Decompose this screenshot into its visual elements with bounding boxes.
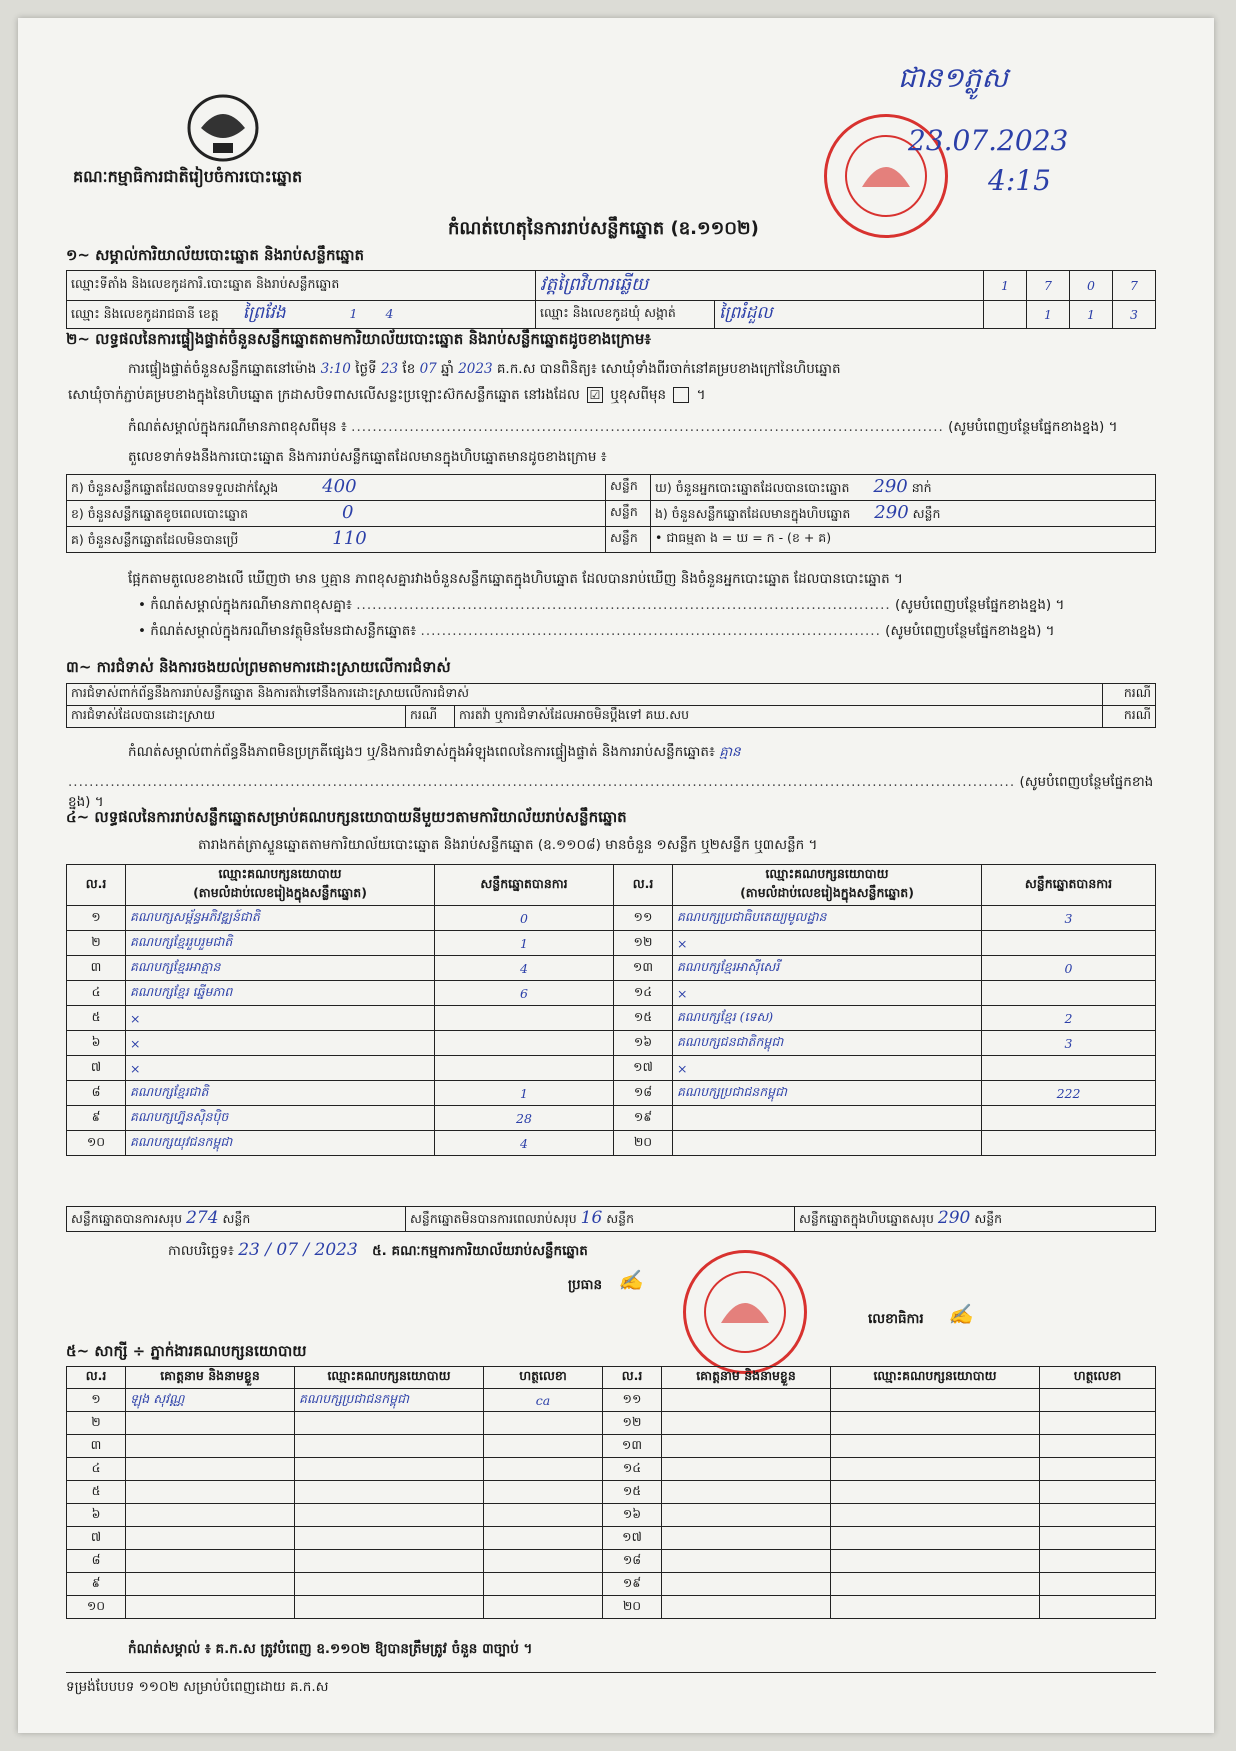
party-name: គណបក្សជនជាតិកម្ពុជា (673, 1031, 982, 1056)
figure-label: ឃ) ចំនួនអ្នកបោះឆ្នោតដែលបានបោះឆ្នោត (655, 480, 850, 495)
party-votes: 222 (982, 1081, 1156, 1106)
code-digit: 7 (1113, 271, 1156, 301)
party-no: ១៥ (614, 1006, 673, 1031)
party-no: ១១ (614, 906, 673, 931)
formula: • ជាធម្មតា ង = ឃ = ក - (ខ + គ) (651, 527, 1156, 553)
section2-para2: សោឃុំចាក់ភ្ជាប់គម្របខាងក្នុងនៃហិបឆ្នោត ក្រដាសបិទពាសលើសន្លះប្រឡោះស៊កសន្លឹកឆ្នោត នៅរងដែល ☑ ឬខុសពីមុន ។ (68, 387, 706, 403)
witness-no: ៤ (67, 1458, 126, 1481)
figure-label: គ) ចំនួនសន្លឹកឆ្នោតដែលមិនបានប្រើ (71, 532, 239, 547)
party-votes: 1 (435, 931, 614, 956)
section2-heading: ២~ លទ្ធផលនៃការផ្ទៀងផ្ទាត់ចំនួនសន្លឹកឆ្នោតតាមការិយាល័យបោះឆ្នោត និងរាប់សន្លឹកឆ្នោតដូចខាងក្រោម៖ (66, 330, 651, 348)
figure-label: ង) ចំនួនសន្លឹកឆ្នោតដែលមានក្នុងហិបឆ្នោត (655, 506, 851, 521)
table-row (67, 1481, 1156, 1504)
row2-label-text: ឈ្មោះ និងលេខកូដរាជធានី ខេត្ត (71, 306, 219, 321)
witness-sign (1040, 1573, 1156, 1596)
footnote: កំណត់សម្គាល់ ៖ គ.ក.ស ត្រូវបំពេញ ឧ.១១០២ ឱ្យបានត្រឹមត្រូវ ចំនួន ៣ច្បាប់ ។ (128, 1641, 533, 1657)
col-sign: ហត្ថលេខា (484, 1367, 603, 1389)
section3-note: កំណត់សម្គាល់ពាក់ព័ន្ធនឹងភាពមិនប្រក្រតីផ្សេងៗ ឬ/និងការជំទាស់ក្នុងអំឡុងពេលនៃការផ្ទៀងផ្ទាត់ និងការរាប់សន្លឹកឆ្នោត៖ (128, 744, 715, 760)
para1c: ខែ (402, 361, 416, 377)
witness-no: ១៣ (603, 1435, 662, 1458)
check-same-box[interactable]: ☑ (587, 387, 603, 403)
party-results-table (66, 864, 1156, 1156)
note-label: កំណត់សម្គាល់ក្នុងករណីមានភាពខុសពីមុន ៖ (128, 419, 347, 435)
table-row (67, 906, 1156, 931)
section4-heading: ៤~ លទ្ធផលនៃការរាប់សន្លឹកឆ្នោតសម្រាប់គណបក្សនយោបាយនីមួយៗតាមការិយាល័យរាប់សន្លឹកឆ្នោត (66, 808, 627, 826)
witness-party (295, 1596, 484, 1619)
witness-no: ១១ (603, 1389, 662, 1412)
witness-no: ១៦ (603, 1504, 662, 1527)
party-name: × (673, 981, 982, 1006)
witness-party (831, 1412, 1040, 1435)
total-invalid: 16 (580, 1208, 603, 1228)
party-votes (435, 1006, 614, 1031)
witness-party (295, 1504, 484, 1527)
witness-name (662, 1481, 831, 1504)
secretary-signature: ✍ (948, 1302, 973, 1326)
section4-intro: តារាងកត់ត្រាស្ទួនឆ្នោតតាមការិយាល័យបោះឆ្នោត និងរាប់សន្លឹកឆ្នោត (ឧ.១១០៨) មានចំនួន ១សន្លឹក ឬ២សន្លឹក ឬ៣សន្លឹក ។ (198, 837, 818, 853)
witness-party (295, 1458, 484, 1481)
para1a: ការផ្ទៀងផ្ទាត់ចំនួនសន្លឹកឆ្នោតនៅម៉ោង (128, 361, 317, 377)
witness-party (831, 1389, 1040, 1412)
table-row (67, 1006, 1156, 1031)
total-box-label: សន្លឹកឆ្នោតក្នុងហិបឆ្នោតសរុប (799, 1211, 934, 1226)
bullet2: • កំណត់សម្គាល់ក្នុងករណីមានវត្ថុមិនមែនជាសន្លឹកឆ្នោត៖ (138, 623, 417, 639)
figure-unit: សន្លឹក (606, 527, 651, 553)
party-votes: 6 (435, 981, 614, 1006)
section1-heading: ១~ សម្គាល់ការិយាល័យបោះឆ្នោត និងរាប់សន្លឹកឆ្នោត (66, 246, 365, 264)
party-name (673, 1131, 982, 1156)
party-votes: 3 (982, 1031, 1156, 1056)
party-votes (982, 1106, 1156, 1131)
section3-hint: (សូមបំពេញបន្ថែមផ្នែកខាងខ្នង) ។ (68, 774, 1154, 810)
party-name: × (673, 1056, 982, 1081)
date-row (168, 1240, 588, 1262)
witness-no: ៦ (67, 1504, 126, 1527)
row2-value: ព្រៃវែង (242, 303, 286, 323)
witness-party (295, 1550, 484, 1573)
code-digit: 1 (1070, 301, 1113, 329)
party-name: គណបក្សខ្មែរជាតិ (126, 1081, 435, 1106)
figure-label: ក) ចំនួនសន្លឹកឆ្នោតដែលបានទទួលដាក់ស្តែង (71, 480, 279, 495)
witness-name (662, 1412, 831, 1435)
witness-party (831, 1458, 1040, 1481)
witness-name (126, 1435, 295, 1458)
party-votes (435, 1031, 614, 1056)
witness-sign (1040, 1550, 1156, 1573)
secretary-label: លេខាធិការ (868, 1311, 924, 1327)
table-row (67, 1596, 1156, 1619)
witness-sign (484, 1458, 603, 1481)
witness-no: ១២ (603, 1412, 662, 1435)
witness-name (662, 1596, 831, 1619)
party-no: ១៤ (614, 981, 673, 1006)
unit: សន្លឹក (974, 1211, 1003, 1226)
witness-party (295, 1527, 484, 1550)
chair-label: ប្រធាន (568, 1277, 603, 1293)
witness-sign (1040, 1504, 1156, 1527)
totals-table (66, 1206, 1156, 1232)
party-name: × (126, 1056, 435, 1081)
party-name: គណបក្សខ្មែរ ឆ្នើមភាព (126, 981, 435, 1006)
section3-note-value: គ្មាន (719, 744, 741, 760)
witness-sign (1040, 1458, 1156, 1481)
col-party: ឈ្មោះគណបក្សនយោបាយ (831, 1367, 1040, 1389)
party-name: គណបក្សយុវជនកម្ពុជា (126, 1131, 435, 1156)
para1d: ឆ្នាំ (441, 361, 454, 377)
table-row (67, 1550, 1156, 1573)
party-name: គណបក្សខ្មែរ (ទេស) (673, 1006, 982, 1031)
witness-party (831, 1550, 1040, 1573)
table-row (67, 1573, 1156, 1596)
objection-resolved: ការជំទាស់ដែលបានដោះស្រាយ (67, 706, 406, 728)
witness-name (126, 1596, 295, 1619)
witness-name (662, 1504, 831, 1527)
figure-value: 400 (322, 476, 357, 497)
witness-sign (484, 1550, 603, 1573)
party-no: ១៨ (614, 1081, 673, 1106)
witness-party (295, 1435, 484, 1458)
total-valid: 274 (186, 1208, 219, 1228)
witness-no: ១៤ (603, 1458, 662, 1481)
table-row (67, 1412, 1156, 1435)
party-votes: 1 (435, 1081, 614, 1106)
table-row (67, 931, 1156, 956)
witness-sign (1040, 1527, 1156, 1550)
party-votes (982, 931, 1156, 956)
table-row (67, 1504, 1156, 1527)
party-no: ១៧ (614, 1056, 673, 1081)
footer-text: ទម្រង់បែបបទ ១១០២ សម្រាប់បំពេញដោយ គ.ក.ស (66, 1679, 329, 1695)
witness-sign (484, 1527, 603, 1550)
witness-sign (484, 1596, 603, 1619)
figure-row (67, 501, 1156, 527)
party-votes: 2 (982, 1006, 1156, 1031)
count-day: 23 (380, 361, 399, 377)
row2b-label: ឈ្មោះ និងលេខកូដឃុំ សង្កាត់ (536, 301, 715, 329)
row2b-value: ព្រៃរំដួល (715, 301, 984, 329)
committee-stamp (683, 1250, 807, 1374)
figure-value: 110 (332, 528, 367, 549)
para2: សោឃុំចាក់ភ្ជាប់គម្របខាងក្នុងនៃហិបឆ្នោត ក្រដាសបិទពាសលើសន្លះប្រឡោះស៊កសន្លឹកឆ្នោត នៅរងដែល (68, 387, 580, 403)
col-sign: ហត្ថលេខា (1040, 1367, 1156, 1389)
table-row (67, 1106, 1156, 1131)
party-votes (982, 981, 1156, 1006)
party-name (673, 1106, 982, 1131)
org-name: គណៈកម្មាធិការជាតិរៀបចំការបោះឆ្នោត (73, 167, 303, 186)
witness-name (126, 1504, 295, 1527)
case-label: ករណី (1102, 706, 1155, 728)
witness-name (126, 1527, 295, 1550)
section5-heading: ៥~ សាក្សី ÷ ភ្នាក់ងារគណបក្សនយោបាយ (66, 1342, 307, 1360)
figure-label: ខ) ចំនួនសន្លឹកឆ្នោតខូចពេលបោះឆ្នោត (71, 506, 249, 521)
witness-no: ១ (67, 1389, 126, 1412)
witness-no: ៥ (67, 1481, 126, 1504)
party-no: ១៩ (614, 1106, 673, 1131)
party-no: ២ (67, 931, 126, 956)
figure-value: 290 (874, 502, 909, 523)
para1b: ថ្ងៃទី (355, 361, 377, 377)
table-row (67, 1389, 1156, 1412)
party-votes: 3 (982, 906, 1156, 931)
party-votes (982, 1131, 1156, 1156)
witness-party (831, 1527, 1040, 1550)
count-year: 2023 (458, 361, 493, 377)
witness-party (295, 1481, 484, 1504)
witness-name (126, 1481, 295, 1504)
witness-party (831, 1573, 1040, 1596)
total-valid-label: សន្លឹកឆ្នោតបានការសរុប (71, 1211, 183, 1226)
party-votes: 28 (435, 1106, 614, 1131)
bullet2-hint: (សូមបំពេញបន្ថែមផ្នែកខាងខ្នង) ។ (885, 623, 1055, 639)
nec-emblem-icon (173, 88, 273, 168)
party-votes: 0 (435, 906, 614, 931)
compare-line: ផ្អែកតាមតួលេខខាងលើ ឃើញថា មាន ឬគ្មាន ភាពខុសគ្នារវាងចំនួនសន្លឹកឆ្នោតក្នុងហិបឆ្នោត ដែលបានរាប់ឃើញ និងចំនួនអ្នកបោះឆ្នោត ដែលបានបោះឆ្នោត ។ (128, 571, 903, 587)
party-votes: 0 (982, 956, 1156, 981)
party-no: ៣ (67, 956, 126, 981)
col-no: ល.រ (67, 865, 126, 906)
count-month: 07 (419, 361, 437, 377)
witness-name (126, 1550, 295, 1573)
section2-para1 (128, 360, 1168, 380)
witness-name (126, 1412, 295, 1435)
party-name: គណបក្សខ្មែរអាស៊ីសេរី (673, 956, 982, 981)
witness-no: ៣ (67, 1435, 126, 1458)
total-invalid-label: សន្លឹកឆ្នោតមិនបានការពេលរាប់សរុប (410, 1211, 577, 1226)
stamp-date: 23.07.2023 (908, 124, 1069, 157)
code-digit: 1 (984, 271, 1027, 301)
table-row (67, 1031, 1156, 1056)
section3-heading: ៣~ ការជំទាស់ និងការចងយល់ព្រមតាមការដោះស្រាយលើការជំទាស់ (66, 658, 451, 676)
witness-sign (1040, 1435, 1156, 1458)
witness-party (831, 1504, 1040, 1527)
check-differ-box[interactable] (673, 387, 689, 403)
witness-sign (1040, 1596, 1156, 1619)
section3-table (66, 683, 1156, 728)
figure-unit: សន្លឹក (606, 501, 651, 527)
party-no: ៤ (67, 981, 126, 1006)
table-row (67, 1081, 1156, 1106)
witness-body (67, 1389, 1156, 1619)
witness-no: ៨ (67, 1550, 126, 1573)
witness-name (126, 1573, 295, 1596)
figure-value: 290 (873, 476, 908, 497)
party-no: ៥ (67, 1006, 126, 1031)
col-party: ឈ្មោះគណបក្សនយោបាយ (218, 866, 342, 881)
note-row: កំណត់សម្គាល់ក្នុងករណីមានភាពខុសពីមុន ៖ ................................................................................................................ (សូមបំពេញបន្ថែមផ្នែកខាងខ្នង) ។ (128, 419, 1118, 435)
witness-party (831, 1596, 1040, 1619)
party-no: ១២ (614, 931, 673, 956)
col-no: ល.រ (614, 865, 673, 906)
witness-no: ៧ (67, 1527, 126, 1550)
footer-divider (66, 1672, 1156, 1673)
witness-sign (484, 1412, 603, 1435)
party-no: ៦ (67, 1031, 126, 1056)
witness-no: ១៧ (603, 1527, 662, 1550)
witness-sign (484, 1481, 603, 1504)
row1-value: វត្តព្រៃវិហារឆ្លើយ (536, 271, 984, 301)
party-name: គណបក្សខ្មែរអាត្មាន (126, 956, 435, 981)
figure-unit: នាក់ (911, 480, 932, 495)
check-or-label: ឬខុសពីមុន (610, 387, 667, 403)
bullet1: • កំណត់សម្គាល់ក្នុងករណីមានភាពខុសគ្នា៖ (138, 597, 352, 613)
row2-label (67, 301, 536, 329)
witness-sign (1040, 1481, 1156, 1504)
witness-party (831, 1435, 1040, 1458)
col-name: គោត្តនាម និងនាមខ្លួន (126, 1367, 295, 1389)
witness-sign (484, 1573, 603, 1596)
witness-party (295, 1573, 484, 1596)
witness-sign (1040, 1389, 1156, 1412)
witness-sign: ca (484, 1389, 603, 1412)
bullet1-hint: (សូមបំពេញបន្ថែមផ្នែកខាងខ្នង) ។ (894, 597, 1065, 613)
section3-note-row (128, 743, 1168, 763)
party-name: គណបក្សប្រជាជនកម្ពុជា (673, 1081, 982, 1106)
code-digit: 0 (1070, 271, 1113, 301)
bullet1-row: • កំណត់សម្គាល់ក្នុងករណីមានភាពខុសគ្នា៖ ..................................................................................................... (សូមបំពេញបន្ថែមផ្នែកខាងខ្នង) ។ (138, 597, 1065, 613)
objection-appeal: ការតវ៉ា ឬការជំទាស់ដែលអាចមិនប្ដឹងទៅ គឃ.សប (455, 706, 1103, 728)
witness-name (126, 1458, 295, 1481)
party-results-body (67, 906, 1156, 1156)
party-no: ២០ (614, 1131, 673, 1156)
note-hint: (សូមបំពេញបន្ថែមផ្នែកខាងខ្នង) ។ (948, 419, 1118, 435)
para1e: គ.ក.ស បានពិនិត្យ៖ សោឃុំទាំងពីរចាក់នៅគម្របខាងក្រៅនៃហិបឆ្នោត (496, 361, 841, 377)
section3-dots-row: ................................................................................................................................................................................... (សូមបំពេញបន្ថែមផ្នែកខាងខ្នង) ។ (68, 774, 1154, 810)
witness-name (662, 1458, 831, 1481)
code-digit: 1 (1027, 301, 1070, 329)
witness-party (295, 1412, 484, 1435)
party-no: ៩ (67, 1106, 126, 1131)
party-votes (982, 1056, 1156, 1081)
party-name: × (126, 1006, 435, 1031)
table-row (67, 1435, 1156, 1458)
party-name: គណបក្សសម្ព័ន្ធអភិវឌ្ឍន៍ជាតិ (126, 906, 435, 931)
unit: សន្លឹក (606, 1211, 635, 1226)
total-box: 290 (937, 1208, 971, 1228)
col-votes: សន្លឹកឆ្នោតបានការ (435, 865, 614, 906)
stamp-time: 4:15 (988, 164, 1051, 197)
party-no: ១០ (67, 1131, 126, 1156)
party-name: គណបក្សប្រជាធិបតេយ្យមូលដ្ឋាន (673, 906, 982, 931)
witness-party: គណបក្សប្រជាជនកម្ពុជា (295, 1389, 484, 1412)
data-intro: តួលេខទាក់ទងនឹងការបោះឆ្នោត និងការរាប់សន្លឹកឆ្នោតដែលមានក្នុងហិបឆ្នោតមានដូចខាងក្រោម ៖ (128, 449, 607, 465)
party-no: ៨ (67, 1081, 126, 1106)
figure-unit: សន្លឹក (606, 475, 651, 501)
party-no: ១៣ (614, 956, 673, 981)
witness-table (66, 1366, 1156, 1619)
witness-name (662, 1527, 831, 1550)
party-name: × (126, 1031, 435, 1056)
stamp-emblem-icon (686, 1253, 804, 1371)
objection-row1: ការជំទាស់ពាក់ព័ន្ធនឹងការរាប់សន្លឹកឆ្នោត និងការតវ៉ាទៅនឹងការដោះស្រាយលើការជំទាស់ (67, 684, 1103, 706)
witness-no: ១៥ (603, 1481, 662, 1504)
date-value: 23 / 07 / 2023 (238, 1240, 358, 1260)
party-name: × (673, 931, 982, 956)
party-no: ១ (67, 906, 126, 931)
code-digit: 7 (1027, 271, 1070, 301)
col-party: ឈ្មោះគណបក្សនយោបាយ (765, 866, 889, 881)
table-row (67, 956, 1156, 981)
witness-no: ៩ (67, 1573, 126, 1596)
code-digit: 1 (349, 306, 358, 321)
party-votes: 4 (435, 956, 614, 981)
witness-sign (484, 1504, 603, 1527)
witness-name: ឡុង សុវណ្ណ (126, 1389, 295, 1412)
date-label: កាលបរិច្ឆេទ៖ (168, 1243, 234, 1259)
col-party-sub: (តាមលំដាប់លេខរៀងក្នុងសន្លឹកឆ្នោត) (193, 885, 367, 900)
witness-sign (1040, 1412, 1156, 1435)
form-sheet (18, 18, 1214, 1733)
case-label: ករណី (406, 706, 455, 728)
party-votes: 4 (435, 1131, 614, 1156)
bullet2-row: • កំណត់សម្គាល់ក្នុងករណីមានវត្ថុមិនមែនជាសន្លឹកឆ្នោត៖ ....................................................................................... (សូមបំពេញបន្ថែមផ្នែកខាងខ្នង) ។ (138, 623, 1055, 639)
witness-no: ១៩ (603, 1573, 662, 1596)
party-name: គណបក្សហ្វ៊ុនស៊ិនប៉ិច (126, 1106, 435, 1131)
witness-name (662, 1573, 831, 1596)
form-title: កំណត់ហេតុនៃការរាប់សន្លឹកឆ្នោត (ឧ.១១០២) (448, 218, 759, 239)
section1-table (66, 270, 1156, 329)
figure-unit: សន្លឹក (912, 506, 941, 521)
col-no: ល.រ (67, 1367, 126, 1389)
party-no: ១៦ (614, 1031, 673, 1056)
table-row (67, 1527, 1156, 1550)
witness-name (662, 1435, 831, 1458)
case-label: ករណី (1102, 684, 1155, 706)
witness-name (662, 1550, 831, 1573)
committee-label: ៥. គណៈកម្មការការិយាល័យរាប់សន្លឹកឆ្នោត (372, 1243, 588, 1259)
row1-label: ឈ្មោះទីតាំង និងលេខកូដការិ.បោះឆ្នោត និងរាប់សន្លឹកឆ្នោត (67, 271, 536, 301)
section2-figures-table (66, 474, 1156, 553)
chair-signature: ✍ (618, 1268, 643, 1292)
col-name: គោត្តនាម និងនាមខ្លួន (662, 1367, 831, 1389)
party-votes (435, 1056, 614, 1081)
col-party: ឈ្មោះគណបក្សនយោបាយ (295, 1367, 484, 1389)
code-digit: 3 (1113, 301, 1156, 329)
witness-no: ១៨ (603, 1550, 662, 1573)
corner-note: ជាន១ភ្លូស (898, 61, 1009, 94)
table-row (67, 1131, 1156, 1156)
witness-no: ២០ (603, 1596, 662, 1619)
figure-row (67, 475, 1156, 501)
party-name: គណបក្សខ្មែររួបរួមជាតិ (126, 931, 435, 956)
witness-no: ១០ (67, 1596, 126, 1619)
table-row (67, 981, 1156, 1006)
unit: សន្លឹក (222, 1211, 251, 1226)
figure-value: 0 (342, 502, 354, 523)
col-votes: សន្លឹកឆ្នោតបានការ (982, 865, 1156, 906)
table-row (67, 1056, 1156, 1081)
witness-sign (484, 1435, 603, 1458)
witness-no: ២ (67, 1412, 126, 1435)
col-party-sub: (តាមលំដាប់លេខរៀងក្នុងសន្លឹកឆ្នោត) (740, 885, 914, 900)
table-row (67, 1458, 1156, 1481)
col-no: ល.រ (603, 1367, 662, 1389)
party-no: ៧ (67, 1056, 126, 1081)
figure-row (67, 527, 1156, 553)
witness-name (662, 1389, 831, 1412)
count-time: 3:10 (320, 361, 351, 377)
code-digit: 4 (385, 306, 394, 321)
witness-party (831, 1481, 1040, 1504)
nec-logo (173, 88, 273, 168)
